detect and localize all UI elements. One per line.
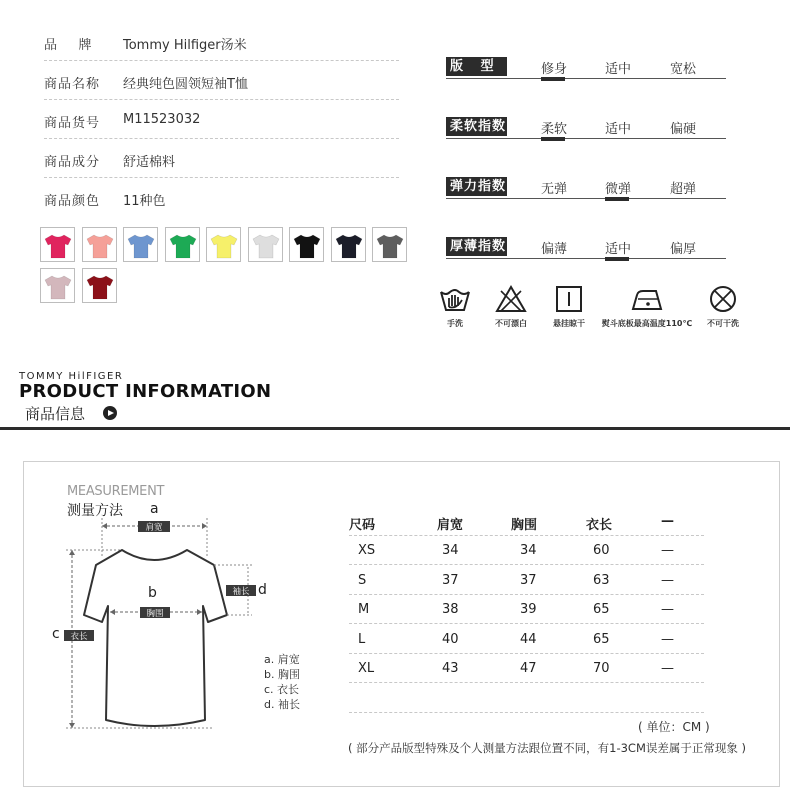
size-cell: 40	[442, 631, 459, 647]
measurement-title-cn: 测量方法	[67, 503, 123, 519]
attribute-row	[446, 117, 726, 139]
tshirt-thumbnail	[168, 231, 198, 261]
table-bottom-rule	[349, 712, 704, 713]
size-cell: 37	[442, 572, 459, 588]
info-row-colors	[44, 178, 399, 217]
size-cell: S	[358, 572, 367, 588]
info-row-sku	[44, 100, 399, 139]
attribute-option: 柔软	[541, 122, 568, 137]
swatch-salmon[interactable]	[82, 227, 117, 262]
info-key: 商品颜色	[44, 194, 101, 209]
attribute-row	[446, 177, 726, 199]
info-key: 商品货号	[44, 116, 101, 131]
hang-dry-icon	[554, 285, 584, 313]
info-row-material	[44, 139, 399, 178]
size-cell: 65	[593, 631, 610, 647]
care-label: 熨斗底板最高温度110℃	[601, 319, 693, 328]
size-row-xs	[349, 535, 704, 565]
info-key: 品 牌	[44, 38, 93, 53]
info-key: 商品名称	[44, 77, 101, 92]
care-label: 手洗	[447, 319, 463, 328]
unit-label: ( 单位：CM )	[638, 720, 710, 734]
size-cell: L	[358, 631, 366, 647]
swatch-rose-red[interactable]	[40, 227, 75, 262]
attribute-label: 版 型	[446, 57, 507, 76]
size-row-s	[349, 565, 704, 595]
no-tumble-dry-icon	[707, 285, 739, 313]
attribute-row	[446, 57, 726, 79]
info-key: 商品成分	[44, 155, 101, 170]
attribute-option: 宽松	[670, 62, 697, 77]
care-label: 悬挂晾干	[553, 319, 585, 328]
info-row-name	[44, 61, 399, 100]
size-cell: M	[358, 602, 370, 617]
swatch-light-gray[interactable]	[248, 227, 283, 262]
header-cell: 衣长	[586, 518, 613, 533]
size-note: ( 部分产品版型特殊及个人测量方法跟位置不同，有1-3CM误差属于正常现象 )	[348, 741, 747, 755]
sleeve-tag-text: 袖长	[232, 587, 250, 597]
chest-tag-text: 胸围	[146, 609, 164, 619]
attribute-option: 适中	[605, 62, 632, 77]
legend-item: a. 肩宽	[264, 653, 300, 666]
size-cell: 60	[593, 543, 610, 558]
measurement-title-en: MEASUREMENT	[67, 484, 165, 499]
tshirt-thumbnail	[85, 272, 115, 302]
info-row-brand	[44, 22, 399, 61]
size-cell: 34	[442, 543, 459, 558]
swatch-burgundy[interactable]	[82, 268, 117, 303]
tshirt-thumbnail	[85, 231, 115, 261]
attribute-option: 超弹	[670, 182, 697, 197]
size-cell: XL	[358, 661, 375, 676]
size-cell: 39	[520, 602, 537, 617]
size-cell: 37	[520, 572, 537, 588]
size-cell: 47	[520, 661, 537, 676]
info-value: 经典纯色圆领短袖T恤	[123, 77, 248, 92]
size-table-header	[349, 506, 704, 536]
care-label: 不可漂白	[495, 319, 527, 328]
swatch-navy[interactable]	[331, 227, 366, 262]
tshirt-thumbnail	[251, 231, 281, 261]
header-cell: —	[661, 514, 674, 529]
attribute-label: 柔软指数	[446, 117, 507, 136]
section-subtitle: 商品信息	[25, 405, 86, 423]
attribute-row	[446, 237, 726, 259]
size-cell: 38	[442, 602, 459, 617]
size-cell: —	[661, 572, 674, 588]
legend-item: c. 衣长	[264, 683, 300, 696]
tshirt-thumbnail	[43, 272, 73, 302]
label-d: d	[258, 582, 267, 598]
section-divider	[0, 427, 790, 430]
legend-item: b. 胸围	[264, 668, 300, 681]
size-cell: 70	[593, 661, 610, 676]
attribute-label: 厚薄指数	[446, 237, 507, 256]
swatch-yellow[interactable]	[206, 227, 241, 262]
size-cell: 34	[520, 543, 537, 558]
info-value: M11523032	[123, 112, 201, 127]
selected-marker	[605, 197, 629, 201]
label-b: b	[148, 585, 157, 601]
attribute-label: 弹力指数	[446, 177, 507, 196]
header-cell: 尺码	[349, 518, 376, 533]
length-tag-text: 衣长	[70, 632, 88, 642]
size-cell: —	[661, 602, 674, 617]
selected-marker	[541, 137, 565, 141]
size-cell: 65	[593, 602, 610, 617]
header-cell: 胸围	[511, 518, 538, 533]
size-cell: XS	[358, 543, 376, 558]
attribute-option: 偏薄	[541, 242, 568, 257]
swatch-green[interactable]	[165, 227, 200, 262]
attribute-option: 适中	[605, 122, 632, 137]
size-cell: —	[661, 543, 674, 558]
tshirt-thumbnail	[292, 231, 322, 261]
tshirt-thumbnail	[375, 231, 405, 261]
legend-item: d. 袖长	[264, 698, 300, 711]
size-cell: 44	[520, 631, 537, 647]
selected-marker	[605, 257, 629, 261]
info-value: Tommy Hilfiger汤米	[123, 38, 247, 53]
header-cell: 肩宽	[437, 518, 464, 533]
size-row-l	[349, 624, 704, 654]
attribute-option: 无弹	[541, 182, 568, 197]
care-label: 不可干洗	[707, 319, 739, 328]
size-row-xl	[349, 653, 704, 683]
tshirt-thumbnail	[334, 231, 364, 261]
size-row-m	[349, 594, 704, 624]
tshirt-thumbnail	[209, 231, 239, 261]
label-a: a	[150, 501, 159, 517]
section-title: PRODUCT INFORMATION	[19, 381, 272, 402]
attribute-option: 偏厚	[670, 242, 697, 257]
swatch-charcoal[interactable]	[372, 227, 407, 262]
swatch-pink-gray[interactable]	[40, 268, 75, 303]
size-cell: —	[661, 631, 674, 647]
attribute-option: 适中	[605, 242, 632, 257]
care-no-dry-clean	[668, 285, 778, 329]
tshirt-thumbnail	[126, 231, 156, 261]
info-value: 舒适棉料	[123, 155, 176, 170]
swatch-black[interactable]	[289, 227, 324, 262]
size-cell: 43	[442, 661, 459, 676]
selected-marker	[541, 77, 565, 81]
tshirt-diagram	[62, 510, 262, 740]
attribute-option: 微弹	[605, 182, 632, 197]
attribute-option: 偏硬	[670, 122, 697, 137]
play-arrow-icon	[103, 406, 117, 420]
info-value: 11种色	[123, 194, 166, 209]
tshirt-thumbnail	[43, 231, 73, 261]
iron-icon	[628, 285, 666, 313]
size-cell: 63	[593, 572, 610, 588]
attribute-option: 修身	[541, 62, 568, 77]
swatch-blue[interactable]	[123, 227, 158, 262]
size-cell: —	[661, 661, 674, 676]
brand-caption: TOMMY HilFIGER	[19, 371, 124, 382]
label-c: c	[52, 626, 60, 642]
shoulder-tag-text: 肩宽	[145, 523, 163, 533]
